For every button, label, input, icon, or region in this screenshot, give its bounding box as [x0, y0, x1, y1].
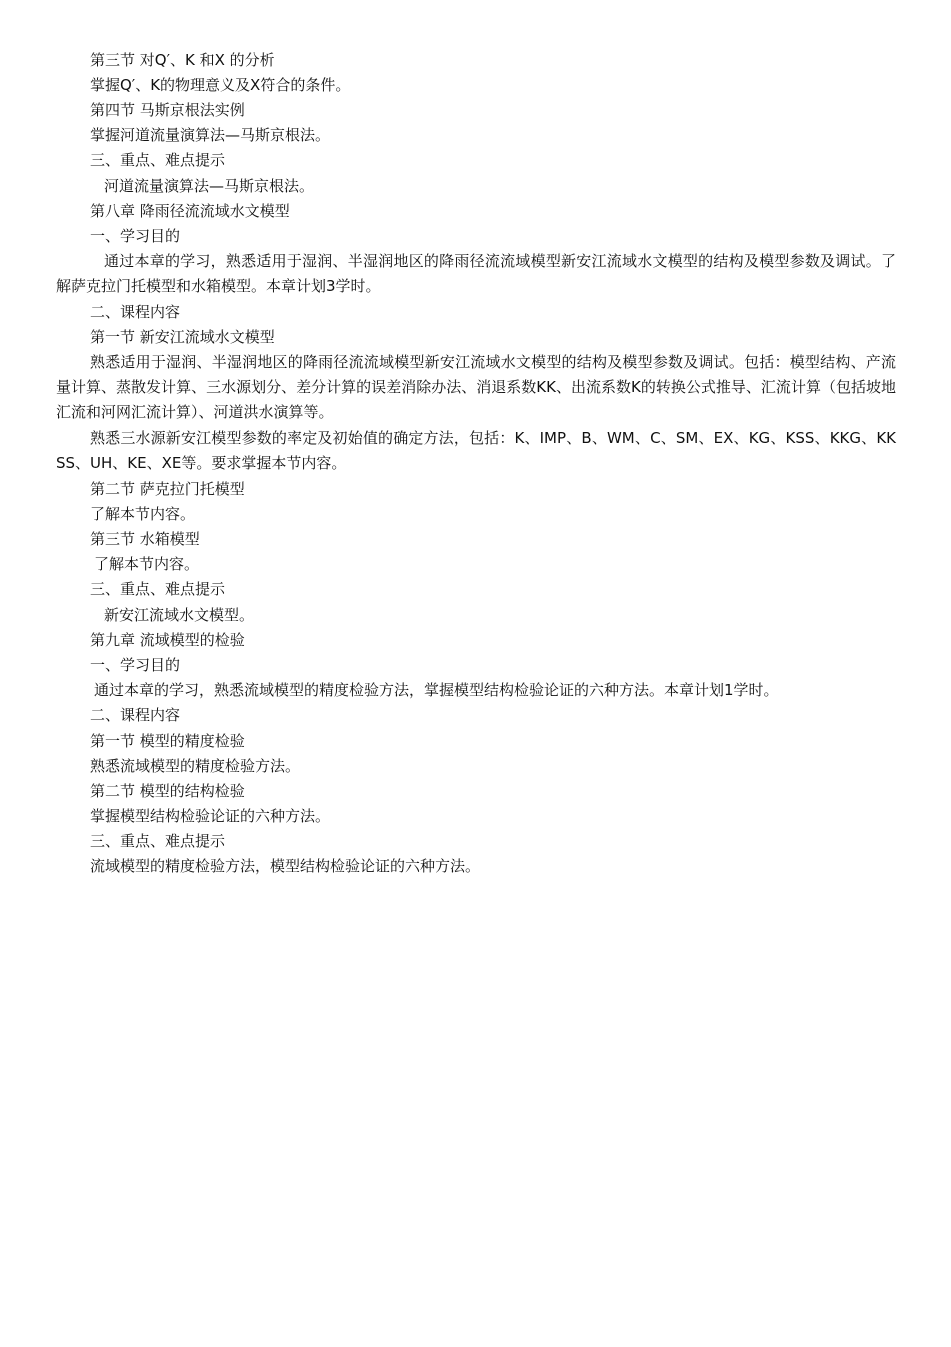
paragraph: 掌握河道流量演算法—马斯京根法。: [90, 126, 331, 144]
paragraph: 了解本节内容。: [90, 505, 196, 523]
section-heading: 第三节 对Q′、K 和X 的分析: [90, 51, 275, 69]
chapter-heading: 第八章 降雨径流流域水文模型: [90, 202, 290, 220]
paragraph: 熟悉三水源新安江模型参数的率定及初始值的确定方法，包括：K、IMP、B、WM、C、SM、EX、KG、KSS、KKG、KKSS、UH、KE、XE等。要求掌握本节内容。: [56, 429, 896, 472]
paragraph: 新安江流域水文模型。: [104, 606, 255, 624]
chapter-heading: 第九章 流域模型的检验: [90, 631, 245, 649]
subheading: 一、学习目的: [90, 656, 181, 674]
paragraph: 掌握模型结构检验论证的六种方法。: [90, 807, 331, 825]
subheading: 三、重点、难点提示: [90, 832, 226, 850]
paragraph: 河道流量演算法—马斯京根法。: [104, 177, 315, 195]
paragraph: 掌握Q′、K的物理意义及X符合的条件。: [90, 76, 351, 94]
section-heading: 第一节 模型的精度检验: [90, 732, 245, 750]
subheading: 一、学习目的: [90, 227, 181, 245]
section-heading: 第二节 萨克拉门托模型: [90, 480, 245, 498]
paragraph: 通过本章的学习，熟悉适用于湿润、半湿润地区的降雨径流流域模型新安江流域水文模型的结构及模型参数及调试。了解萨克拉门托模型和水箱模型。本章计划3学时。: [56, 252, 896, 295]
paragraph: 熟悉流域模型的精度检验方法。: [90, 757, 301, 775]
subheading: 二、课程内容: [90, 303, 181, 321]
paragraph: 了解本节内容。: [94, 555, 200, 573]
section-heading: 第一节 新安江流域水文模型: [90, 328, 275, 346]
paragraph: 熟悉适用于湿润、半湿润地区的降雨径流流域模型新安江流域水文模型的结构及模型参数及调试。包括：模型结构、产流量计算、蒸散发计算、三水源划分、差分计算的误差消除办法、消退系数KK、出流系数K的转换公式推导、汇流计算（包括坡地汇流和河网汇流计算）、河道洪水演算等。: [56, 353, 896, 421]
paragraph: 流域模型的精度检验方法，模型结构检验论证的六种方法。: [90, 857, 481, 875]
subheading: 三、重点、难点提示: [90, 580, 226, 598]
subheading: 三、重点、难点提示: [90, 151, 226, 169]
subheading: 二、课程内容: [90, 706, 181, 724]
section-heading: 第四节 马斯京根法实例: [90, 101, 245, 119]
section-heading: 第三节 水箱模型: [90, 530, 200, 548]
paragraph: 通过本章的学习，熟悉流域模型的精度检验方法，掌握模型结构检验论证的六种方法。本章计划1学时。: [94, 681, 779, 699]
section-heading: 第二节 模型的结构检验: [90, 782, 245, 800]
